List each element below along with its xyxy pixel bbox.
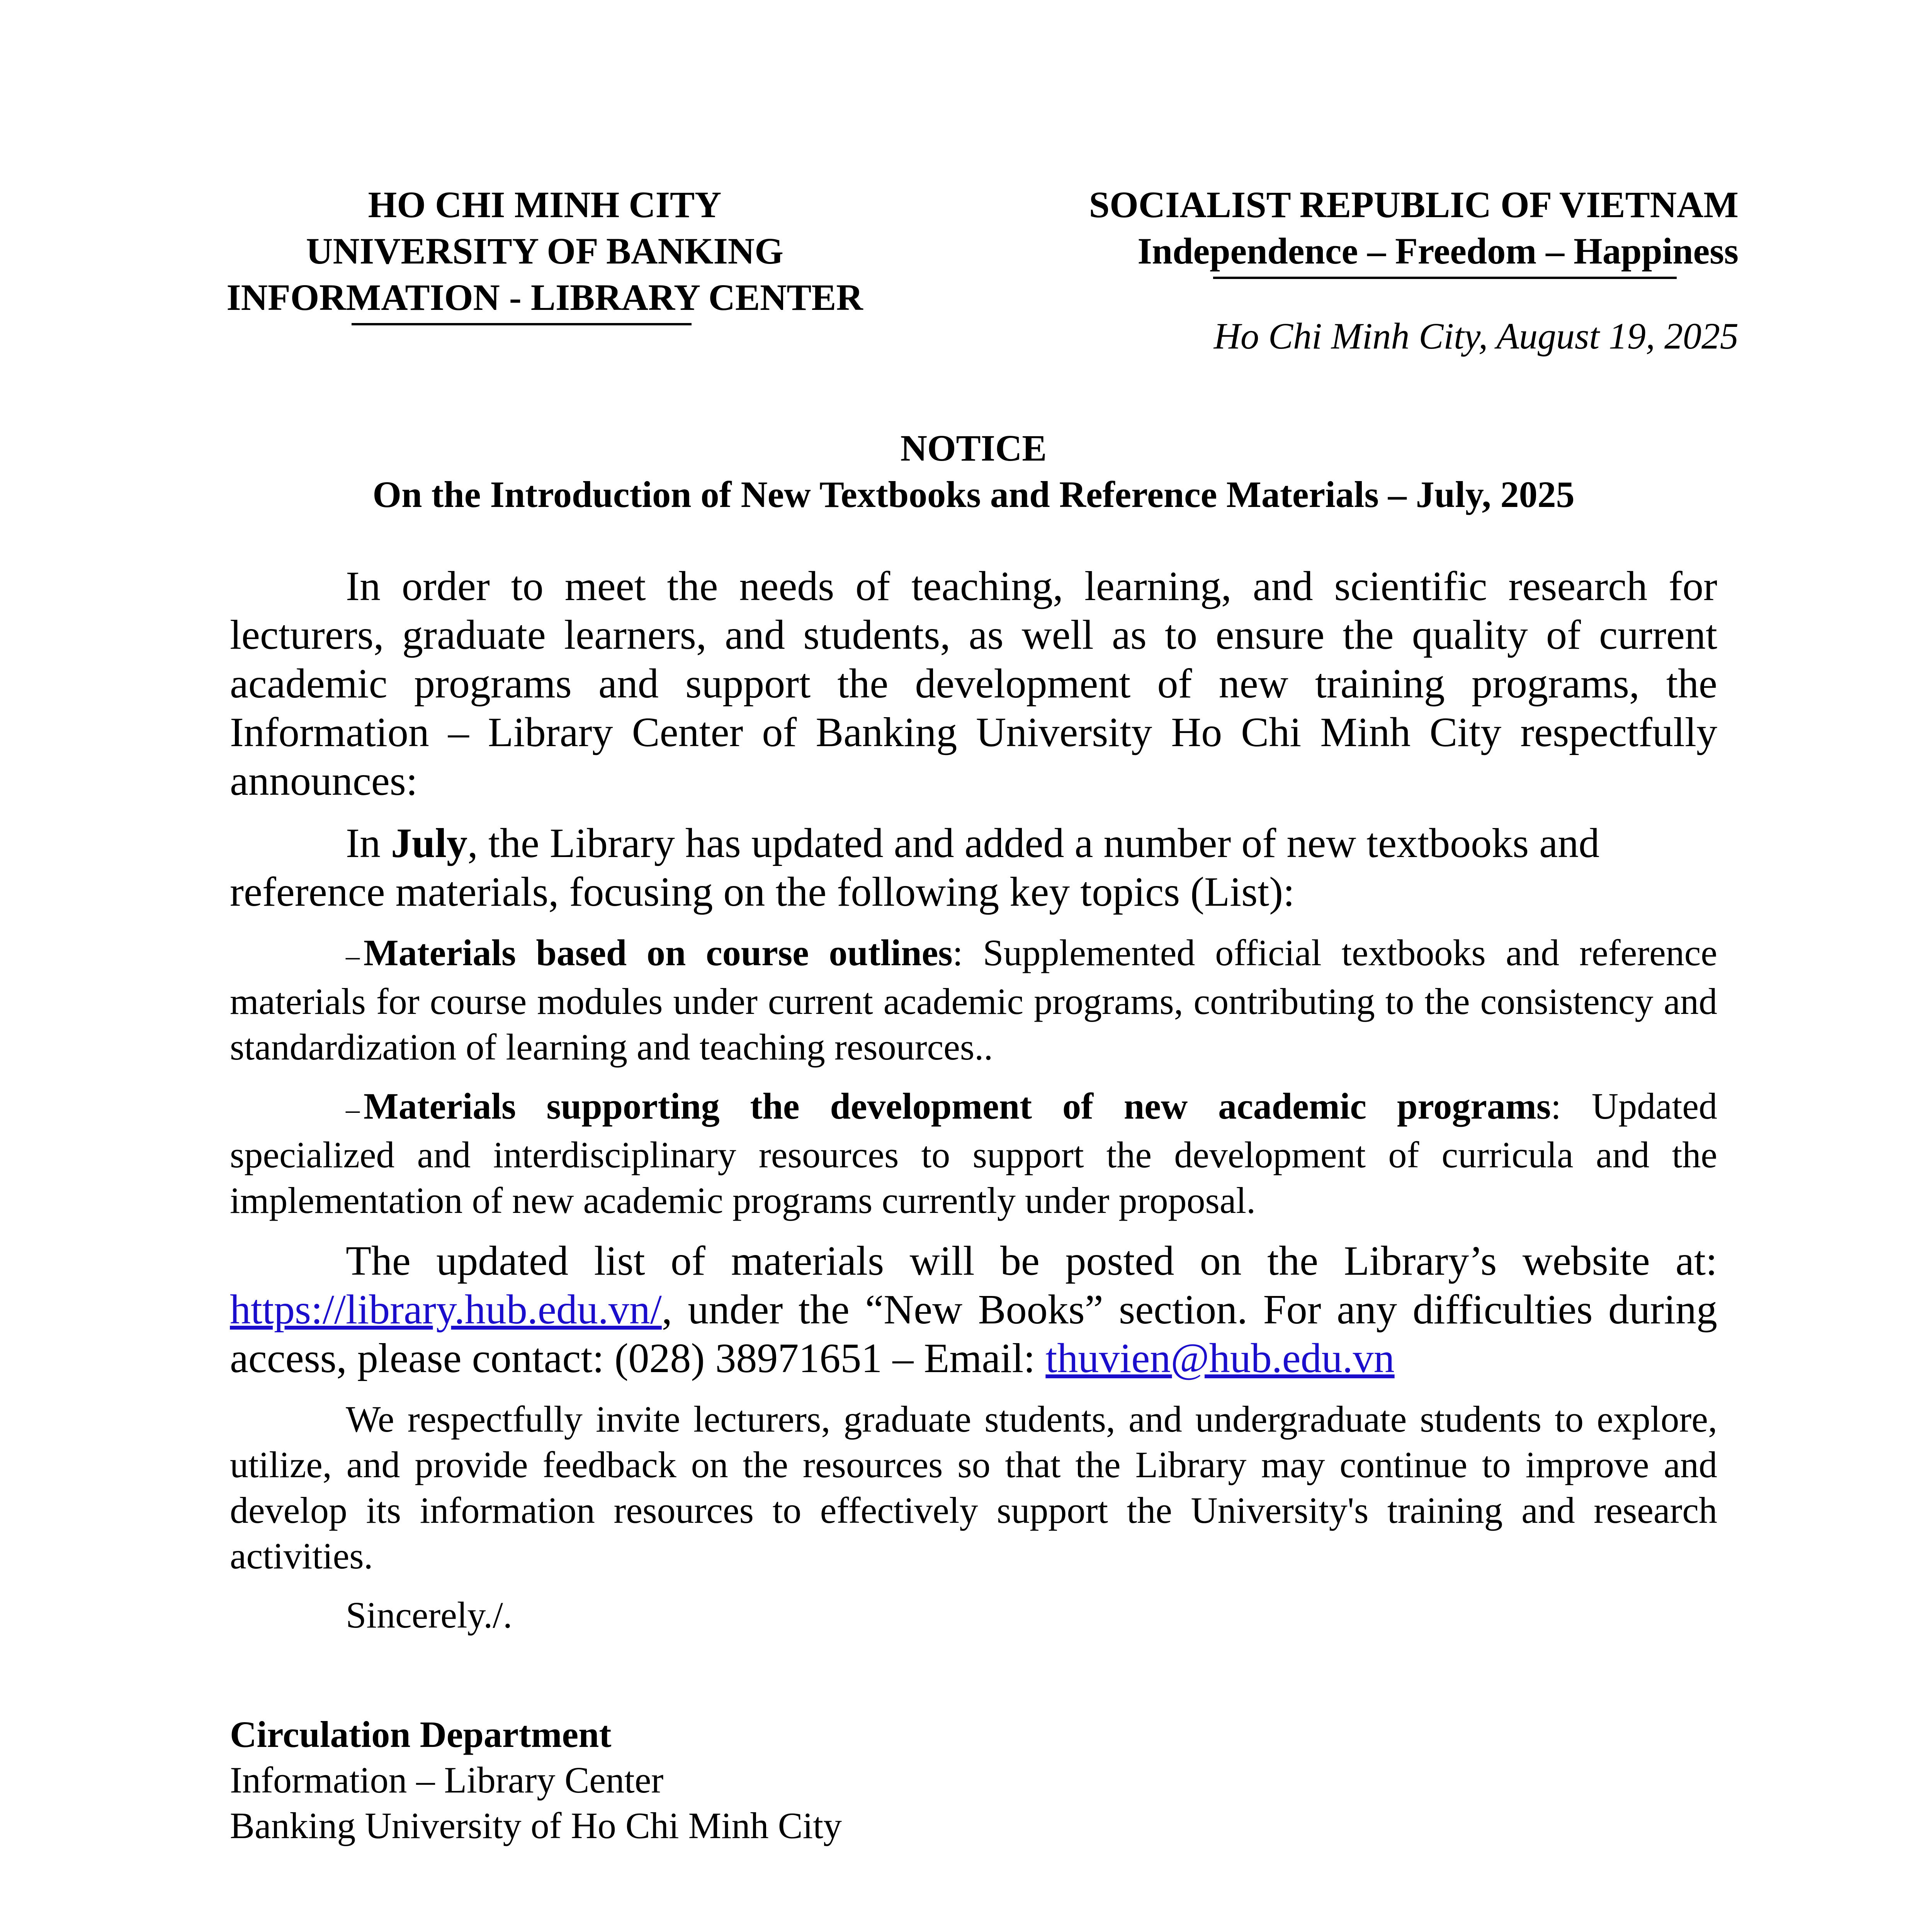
july-prefix: In bbox=[346, 820, 391, 866]
notice-title-block bbox=[209, 425, 1739, 518]
website-prefix: The updated list of materials will be posted on the Library’s website at: bbox=[346, 1238, 1717, 1284]
motto-underline bbox=[1213, 277, 1677, 279]
bullet-title: Materials supporting the development of new academic programs bbox=[364, 1085, 1551, 1127]
university-name: Banking University of Ho Chi Minh City bbox=[230, 1805, 842, 1846]
issuer-header bbox=[209, 182, 881, 325]
website-paragraph bbox=[230, 1237, 1717, 1383]
closing-line: Sincerely./. bbox=[346, 1594, 512, 1636]
signature-block bbox=[230, 1712, 1389, 1849]
invite-paragraph: We respectfully invite lecturers, graduate students, and undergraduate students to explore, utilize, and provide feedback on the resources so that the Library may continue to improve and develop its information resources to effectively support the University's training and research activities. bbox=[230, 1398, 1717, 1577]
national-title: SOCIALIST REPUBLIC OF VIETNAM bbox=[1089, 184, 1739, 225]
center-name: Information – Library Center bbox=[230, 1759, 664, 1801]
library-website-link[interactable]: https://library.hub.edu.vn/ bbox=[230, 1287, 662, 1333]
national-motto: Independence – Freedom – Happiness bbox=[1137, 230, 1739, 272]
issuer-line-3: INFORMATION - LIBRARY CENTER bbox=[226, 277, 863, 318]
website-middle: , under the “New Books” section. For any difficulties during access, please contact: (028) 38971651 – Email: bbox=[230, 1287, 1717, 1381]
july-text: , the Library has updated and added a number of new textbooks and reference materials, focusing on the following key topics (List): bbox=[230, 820, 1600, 915]
july-month: July bbox=[391, 820, 468, 866]
department-name: Circulation Department bbox=[230, 1714, 612, 1755]
intro-paragraph: In order to meet the needs of teaching, learning, and scientific research for lecturers, graduate learners, and students, as well as to ensure the quality of current academic programs and support the development of new training programs, the Information – Library Center of Banking University Ho Chi Minh City respectfully announces: bbox=[230, 563, 1717, 804]
dash-marker: – bbox=[346, 940, 360, 971]
issuer-underline bbox=[352, 323, 692, 325]
dash-marker: – bbox=[346, 1094, 360, 1125]
email-link[interactable]: thuvien@hub.edu.vn bbox=[1045, 1335, 1395, 1381]
bullet-text: : Supplemented official textbooks and reference materials for course modules under current academic programs, contributing to the consistency and standardization of learning and teaching resources.. bbox=[230, 932, 1718, 1068]
national-header bbox=[1004, 182, 1739, 279]
notice-body bbox=[230, 562, 1717, 1651]
bullet-item bbox=[230, 1083, 1717, 1223]
issuer-line-1: HO CHI MINH CITY bbox=[368, 184, 722, 225]
bullet-item bbox=[230, 930, 1717, 1070]
bullet-title: Materials based on course outlines bbox=[364, 932, 953, 973]
issuer-line-2: UNIVERSITY OF BANKING bbox=[306, 230, 783, 272]
july-paragraph bbox=[230, 819, 1717, 917]
notice-heading: NOTICE bbox=[900, 427, 1047, 469]
place-date: Ho Chi Minh City, August 19, 2025 bbox=[1213, 315, 1739, 357]
notice-subheading: On the Introduction of New Textbooks and Reference Materials – July, 2025 bbox=[372, 474, 1575, 515]
bullet-text: : Updated specialized and interdisciplinary resources to support the development of curricula and the implementation of new academic programs currently under proposal. bbox=[230, 1085, 1717, 1221]
